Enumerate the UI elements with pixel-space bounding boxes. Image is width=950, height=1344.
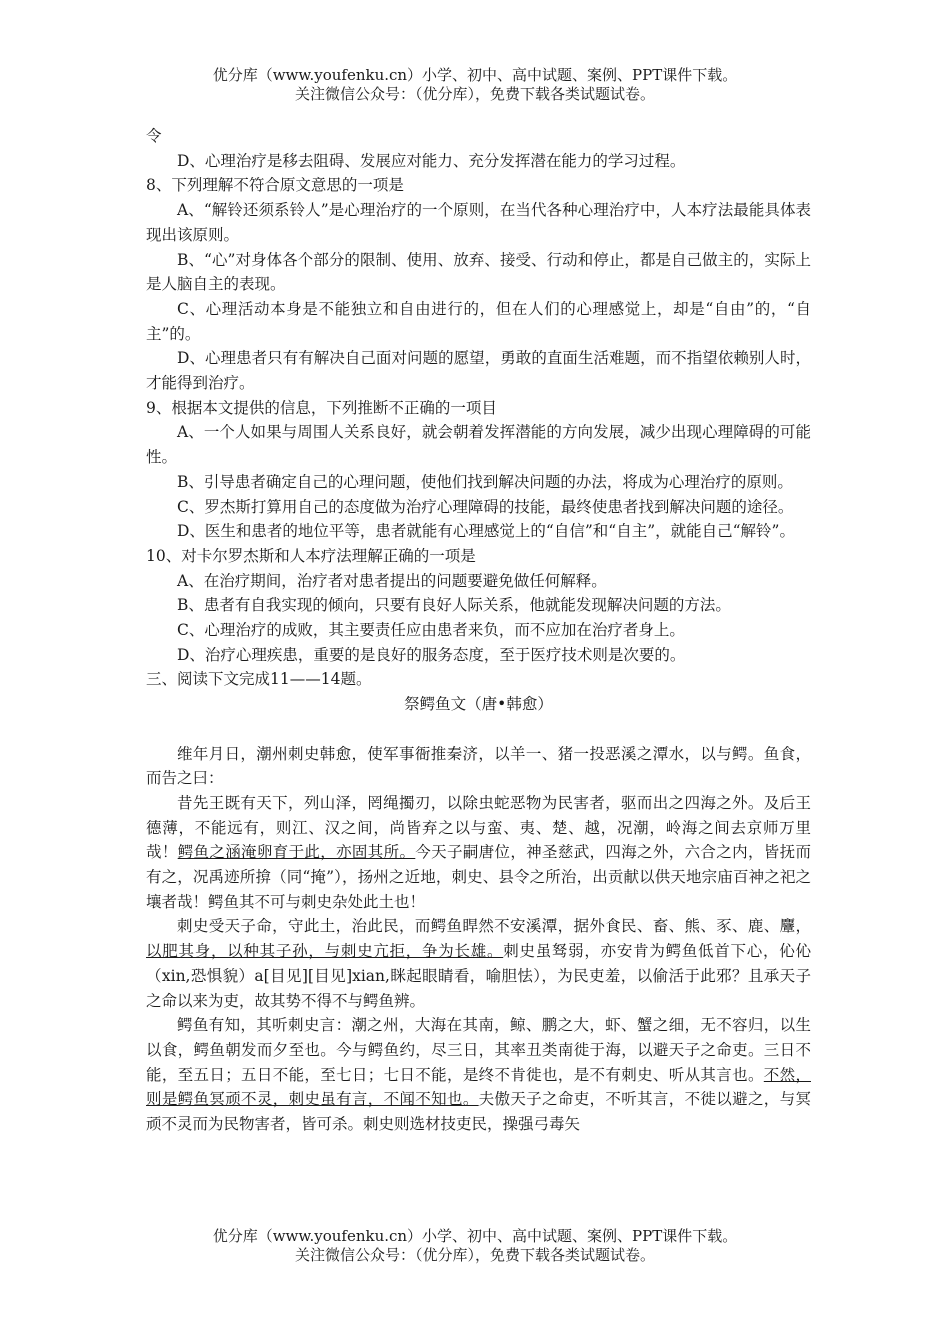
document-body [146,124,811,1137]
option-9a: A、一个人如果与周围人关系良好，就会朝着发挥潜能的方向发展，减少出现心理障碍的可能性。 [146,423,811,467]
section-3-heading: 三、阅读下文完成11——14题。 [146,670,372,689]
passage-paragraph-2 [146,791,811,915]
passage-paragraph-4 [146,1013,811,1137]
passage-text: 鳄鱼有知，其听刺史言：潮之州，大海在其南，鲸、鹏之大，虾、蟹之细，无不容归，以生以食，鳄鱼朝发而夕至也。今与鳄鱼约，尽三日，其率丑类南徙于海，以避天子之命吏。三日不能，至五日；五日不能，至七日；七日不能，是终不肯徙也，是不有刺史、听从其言也。 [146,1016,811,1084]
footer-line-2: 关注微信公众号：（优分库），免费下载各类试题试卷。 [294,1246,655,1264]
page-header [0,66,950,104]
option-10b: B、患者有自我实现的倾向，只要有良好人际关系，他就能发现解决问题的方法。 [177,596,731,615]
option-8d: D、心理患者只有有解决自己面对问题的愿望，勇敢的直面生活难题，而不指望依赖别人时，才能得到治疗。 [146,349,811,393]
underlined-sentence: 不然，则是鳄鱼冥顽不灵，刺史虽有言，不闻不知也。 [146,1065,811,1109]
option-7d: D、心理治疗是移去阻碍、发展应对能力、充分发挥潜在能力的学习过程。 [177,151,686,170]
option-9b: B、引导患者确定自己的心理问题，使他们找到解决问题的办法，将成为心理治疗的原则。 [177,472,793,491]
option-10c: C、心理治疗的成败，其主要责任应由患者来负，而不应加在治疗者身上。 [177,621,685,640]
passage-text: 夫傲天子之命吏，不听其言，不徙以避之，与冥顽不灵而为民物害者，皆可杀。刺史则选材技吏民，操强弓毒矢 [146,1090,811,1134]
option-8c: C、心理活动本身是不能独立和自由进行的，但在人们的心理感觉上，却是“自由”的，“自主”的。 [146,299,811,343]
underlined-sentence: 鳄鱼之涵淹卵育于此，亦固其所。 [177,843,416,862]
option-8b: B、“心”对身体各个部分的限制、使用、放弃、接受、行动和停止，都是自己做主的，实际上是人脑自主的表现。 [146,250,811,294]
passage-text: 昔先王既有天下，列山泽，罔绳擉刃，以除虫蛇恶物为民害者，驱而出之四海之外。及后王德薄，不能远有，则江、汉之间，尚皆弃之以与蛮、夷、楚、越，况潮，岭海之间去京师万里哉！ [146,793,811,862]
passage-title: 祭鳄鱼文（唐•韩愈） [404,695,553,714]
option-10a: A、在治疗期间，治疗者对患者提出的问题要避免做任何解释。 [177,571,607,590]
text-line: 令 [146,127,162,145]
footer-line-1: 优分库（www.youfenku.cn）小学、初中、高中试题、案例、PPT课件下载。 [212,1227,738,1245]
header-line-2: 关注微信公众号：（优分库），免费下载各类试题试卷。 [294,85,655,103]
passage-paragraph-3 [146,914,811,1013]
passage-text: 刺史受天子命，守此土，治此民，而鳄鱼睅然不安溪潭，据外食民、畜、熊、豕、鹿、麞， [177,917,811,936]
page-footer [0,1227,950,1265]
option-8a: A、“解铃还须系铃人”是心理治疗的一个原则，在当代各种心理治疗中，人本疗法最能具体表现出该原则。 [146,201,811,244]
header-line-1: 优分库（www.youfenku.cn）小学、初中、高中试题、案例、PPT课件下载。 [212,66,738,84]
option-10d: D、治疗心理疾患，重要的是良好的服务态度，至于医疗技术则是次要的。 [177,645,686,664]
question-8: 8、下列理解不符合原文意思的一项是 [146,176,404,195]
option-9d: D、医生和患者的地位平等，患者就能有心理感觉上的“自信”和“自主”，就能自己“解铃”。 [177,522,795,541]
passage-text: 今天子嗣唐位，神圣慈武，四海之外，六合之内，皆抚而有之，况禹迹所揜（同“掩”），扬州之近地，刺史、县令之所治，出贡献以供天地宗庙百神之祀之壤者哉！鳄鱼其不可与刺史杂处此土也！ [146,843,811,911]
question-9: 9、根据本文提供的信息，下列推断不正确的一项目 [146,398,497,417]
passage-paragraph-1: 维年月日，潮州刺史韩愈，使军事衙推秦济，以羊一、猪一投恶溪之潭水，以与鳄。鱼食，而告之曰： [146,744,811,788]
question-10: 10、对卡尔罗杰斯和人本疗法理解正确的一项是 [146,546,476,565]
passage-text: 刺史虽驽弱，亦安肯为鳄鱼低首下心，伈伈（xin,恐惧貌）a[目见][目见]xian,眯起眼睛看，喻胆怯），为民吏羞，以偷活于此邪？且承天子之命以来为吏，故其势不得不与鳄鱼辨。 [146,942,811,1010]
blank-line [146,717,811,742]
option-9c: C、罗杰斯打算用自己的态度做为治疗心理障碍的技能，最终使患者找到解决问题的途径。 [177,497,794,516]
underlined-sentence: 以肥其身，以种其子孙，与刺史亢拒，争为长雄。 [146,942,504,961]
